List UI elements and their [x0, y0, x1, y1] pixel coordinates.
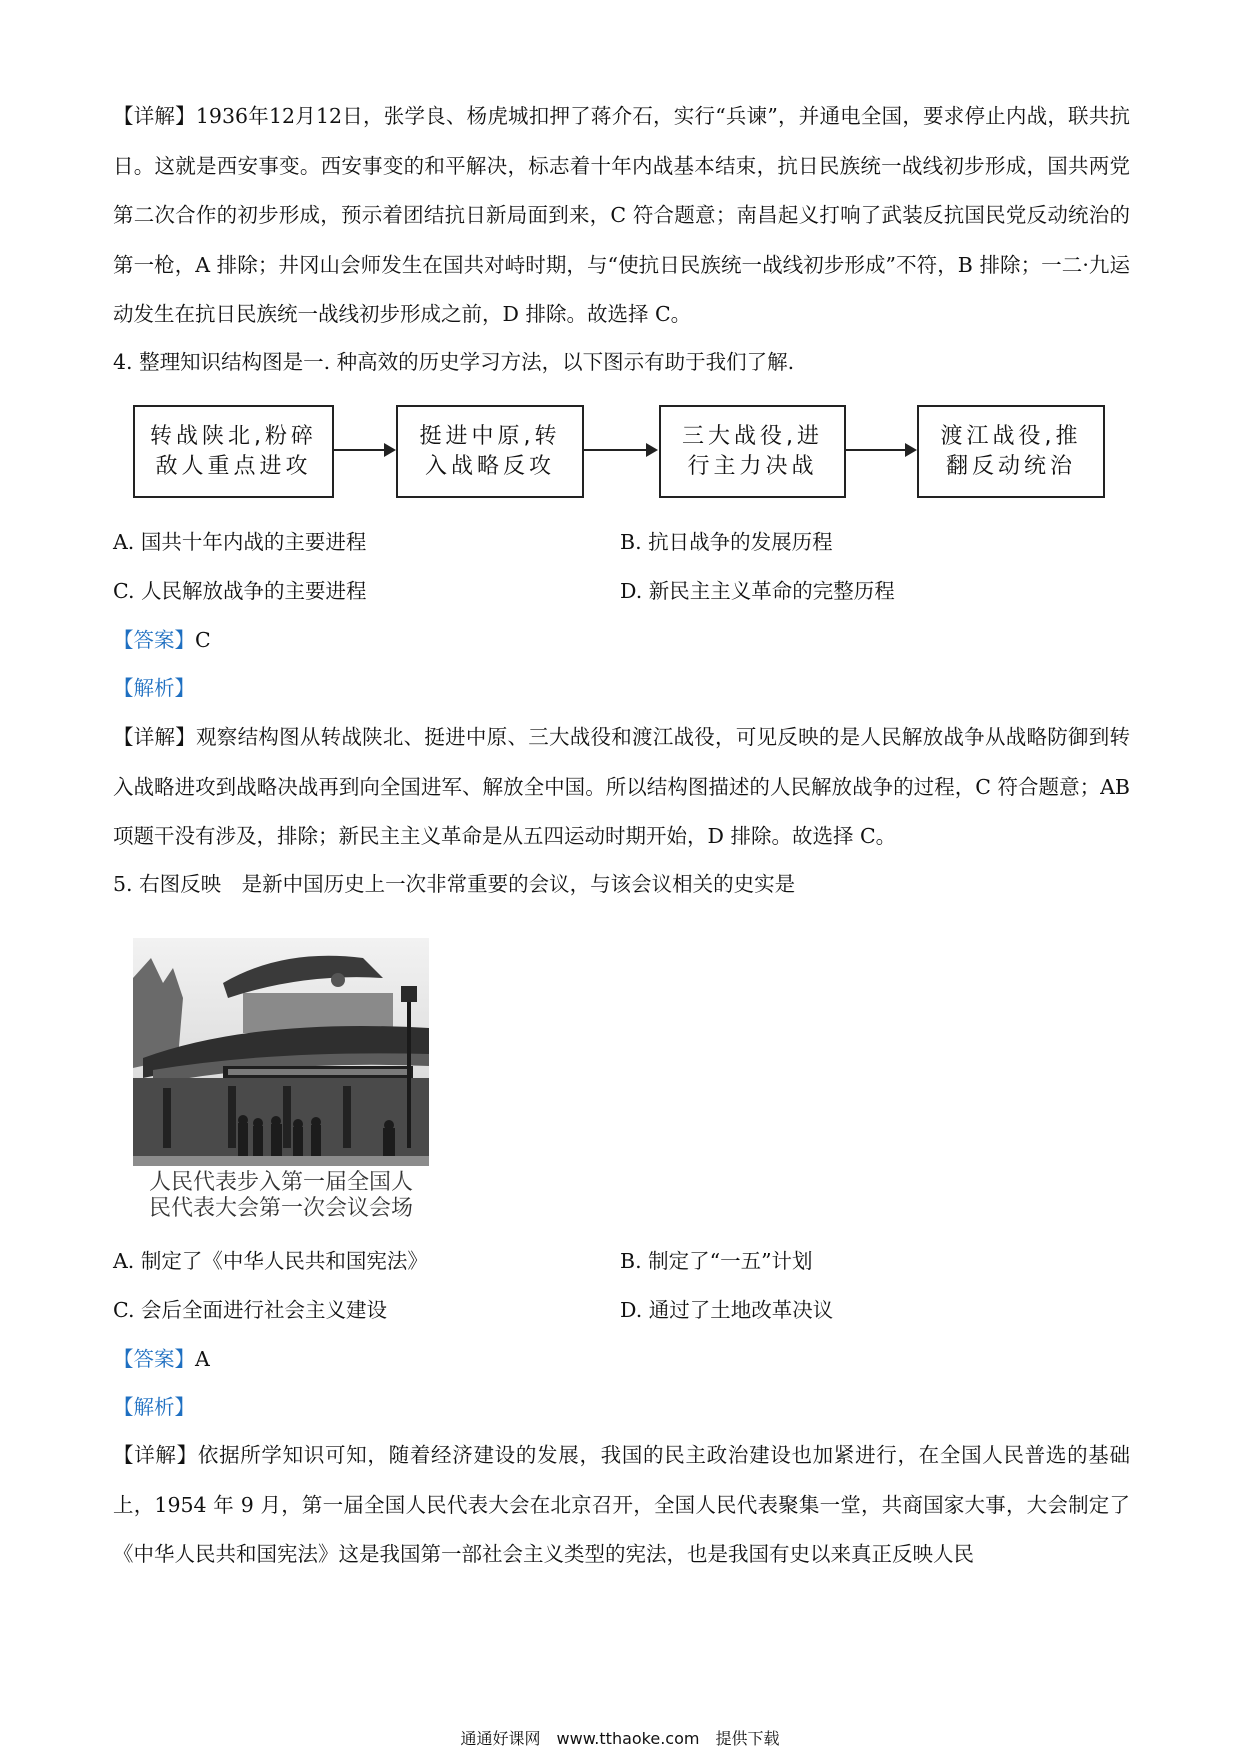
- q4-analysis-label: 【解析】: [113, 676, 195, 700]
- diagram-box-2: 挺进中原,转 入战略反攻: [396, 405, 584, 498]
- detail-label: 【详解】: [113, 1443, 198, 1467]
- detail-text: 观察结构图从转战陕北、挺进中原、三大战役和渡江战役，可见反映的是人民解放战争从战略防御到转入战略进攻到战略决战再到向全国进军、解放全中国。所以结构图描述的人民解放战争的过程，C 符合题意；AB 项题干没有涉及，排除；新民主主义革命是从五四运动时期开始，D 排除。故选择 C。: [113, 725, 1131, 848]
- q4-option-a: A. 国共十年内战的主要进程: [113, 530, 367, 554]
- page-footer: 通通好课网 www.tthaoke.com 提供下载: [460, 1729, 780, 1748]
- q5-photo-congress-hall: [133, 938, 429, 1166]
- diagram-arrow-2: [584, 449, 656, 451]
- q4-answer: [113, 625, 211, 655]
- q4-stem: 4. 整理知识结构图是一. 种高效的历史学习方法，以下图示有助于我们了解.: [113, 350, 795, 374]
- diagram-box-3: 三大战役,进 行主力决战: [659, 405, 846, 498]
- q4-option-b: B. 抗日战争的发展历程: [620, 530, 833, 554]
- q5-analysis-label: 【解析】: [113, 1395, 195, 1419]
- q5-stem: 5. 右图反映 是新中国历史上一次非常重要的会议，与该会议相关的史实是: [113, 872, 796, 896]
- diagram-arrow-1: [334, 449, 394, 451]
- diagram-arrow-3: [846, 449, 915, 451]
- q5-option-c: C. 会后全面进行社会主义建设: [113, 1298, 387, 1322]
- answer-label: 【答案】: [113, 1347, 195, 1371]
- answer-value: A: [195, 1347, 210, 1371]
- answer-value: C: [195, 628, 211, 652]
- q4-option-c: C. 人民解放战争的主要进程: [113, 579, 367, 603]
- q4-option-d: D. 新民主主义革命的完整历程: [620, 579, 895, 603]
- q5-option-b: B. 制定了“一五”计划: [620, 1249, 813, 1273]
- diagram-box-1: 转战陕北,粉碎 敌人重点进攻: [133, 405, 334, 498]
- detail-text: 依据所学知识可知，随着经济建设的发展，我国的民主政治建设也加紧进行，在全国人民普选的基础上，1954 年 9 月，第一届全国人民代表大会在北京召开，全国人民代表聚集一堂，共商国家大事，大会制定了《中华人民共和国宪法》这是我国第一部社会主义类型的宪法，也是我国有史以来真正反映人民: [113, 1443, 1131, 1566]
- q5-photo-caption: 人民代表步入第一届全国人 民代表大会第一次会议会场: [148, 1170, 413, 1221]
- answer-label: 【答案】: [113, 628, 195, 652]
- detail-label: 【详解】: [113, 104, 196, 128]
- diagram-box-4: 渡江战役,推 翻反动统治: [917, 405, 1105, 498]
- detail-text: 1936年12月12日，张学良、杨虎城扣押了蒋介石，实行“兵谏”，并通电全国，要求停止内战，联共抗日。这就是西安事变。西安事变的和平解决，标志着十年内战基本结束，抗日民族统一战线初步形成，国共两党第二次合作的初步形成，预示着团结抗日新局面到来，C 符合题意；南昌起义打响了武装反抗国民党反动统治的第一枪，A 排除；井冈山会师发生在国共对峙时期，与“使抗日民族统一战线初步形成”不符，B 排除；一二·九运动发生在抗日民族统一战线初步形成之前，D 排除。故选择 C。: [113, 104, 1130, 326]
- q4-detail-paragraph: [113, 713, 1130, 862]
- q5-option-d: D. 通过了土地改革决议: [620, 1298, 834, 1322]
- q5-option-a: A. 制定了《中华人民共和国宪法》: [113, 1249, 428, 1273]
- q3-detail-paragraph: [113, 92, 1130, 340]
- congress-hall-image: [133, 938, 429, 1166]
- q5-answer: [113, 1344, 210, 1374]
- detail-label: 【详解】: [113, 725, 197, 749]
- q5-detail-paragraph: [113, 1431, 1130, 1580]
